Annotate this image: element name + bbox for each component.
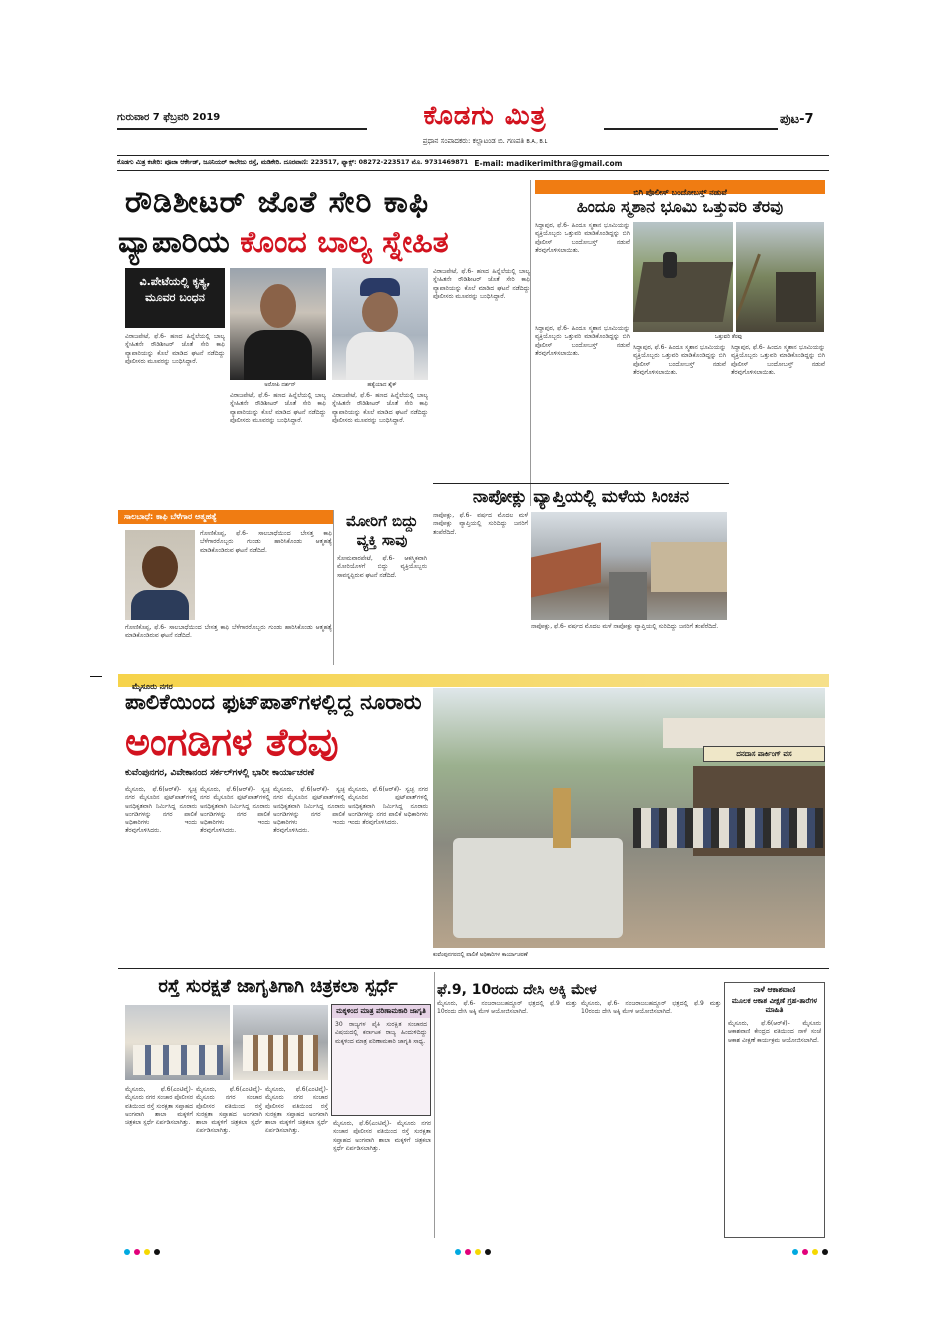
editor-name: ಪ್ರಧಾನ ಸಂಪಾದಕರು: ಕಲ್ಲಾಟಂಡ ಬಿ. ಗಣಪತಿ: [422, 137, 525, 145]
crem-caption: ಒತ್ತುವರಿ ತೆರವು: [714, 334, 743, 340]
art-inset-body: 30 ರಾಜ್ಯಗಳ ಪೈಕಿ ಸುರಕ್ಷಿತ ಸಂಚಾರದ ವಿಷಯದಲ್ಲಿ ಕರ್ನಾಟಕ ರಾಜ್ಯ ಹಿಂದುಳಿದಿದ್ದು ಮಕ್ಕಳಿಂದ ಮಾತ್ರ ಪರಿಣಾಮಕಾರಿ ಜಾಗೃತಿ ಸಾಧ್ಯ.: [335, 1021, 427, 1045]
lead-col-rule: [530, 180, 531, 506]
suicide-body-b: ಗೋಣಿಕೊಪ್ಪ, ಫೆ.6- ಸಾಲಬಾಧೆಯಿಂದ ಬೇಸತ್ತ ಕಾಫಿ ಬೆಳೆಗಾರರೊಬ್ಬರು ಗುಂಡು ಹಾರಿಸಿಕೊಂಡು ಆತ್ಮಹತ್ಯೆ ಮಾಡಿಕೊಂಡಿರುವ ಘಟನೆ ನಡೆದಿದೆ.: [125, 624, 332, 640]
art-col-rule: [434, 972, 435, 1238]
contact-email: E-mail: madikerimithra@gmail.com: [474, 158, 623, 168]
lead-headline-line2: [118, 225, 538, 260]
fall-headline: ಮೋರಿಗೆ ಬಿದ್ದು ವ್ಯಕ್ತಿ ಸಾವು: [346, 512, 418, 549]
mysuru-body-col4: ಮೈಸೂರು, ಫೆ.6(ಆರ್‌ಕೆ)- ಸ್ವಚ್ಛ ನಗರ ಮೈಸೂರಿನ ಫುಟ್‌ಪಾತ್‌ಗಳಲ್ಲಿ ಅನಧಿಕೃತವಾಗಿ ನಿರ್ಮಿಸಿದ್ದ ನೂರಾರು ಅಂಗಡಿಗಳನ್ನು ನಗರ ಪಾಲಿಕೆ ಅಧಿಕಾರಿಗಳು ಇಂದು ತೆರವುಗೊಳಿಸಿದರು.: [348, 786, 428, 827]
caption-victim: ಹತ್ಯೆಯಾದ ಶೈಕ್: [367, 382, 397, 388]
rice-body-col1: ಮೈಸೂರು, ಫೆ.6- ನಂಜರಾಜಬಹದ್ದೂರ್ ಛತ್ರದಲ್ಲಿ ಫೆ.9 ಮತ್ತು 10ರಂದು ದೇಸಿ ಅಕ್ಕಿ ಮೇಳ ಆಯೋಜಿಸಲಾಗಿದೆ.: [437, 1000, 577, 1016]
rain-body-col2: ನಾಪೋಕ್ಲು, ಫೆ.6- ವರ್ಷದ ಮೊದಲ ಮಳೆ ನಾಪೋಕ್ಲು ವ್ಯಾಪ್ತಿಯಲ್ಲಿ ಸುರಿದಿದ್ದು ಜನರಿಗೆ ತಂಪೆರೆದಿದೆ.: [531, 623, 719, 630]
contact-bar: [117, 155, 829, 171]
editor-degree: B.A., B.L: [526, 139, 548, 145]
photo-accused: [230, 268, 326, 380]
mysuru-headline-line2: ಅಂಗಡಿಗಳ ತೆರವು: [125, 720, 339, 764]
crem-kicker-bar: [535, 180, 825, 197]
crem-body-col1: ಸಿದ್ದಾಪುರ, ಫೆ.6- ಹಿಂದೂ ಸ್ಮಶಾನ ಭೂಮಿಯನ್ನು ವ್ಯಕ್ತಿಯೊಬ್ಬರು ಒತ್ತುವರಿ ಮಾಡಿಕೊಂಡಿದ್ದನ್ನು ಬಿಗಿ ಪೊಲೀಸ್ ಬಂದೋಬಸ್ತ್ ನಡುವೆ ತೆರವುಗೊಳಿಸಲಾಯಿತು.: [535, 222, 630, 254]
shop-sign-text: ದನದಾಸ ಪಾರ್ಕಿಂಗ್ ವಸ: [736, 750, 792, 758]
crem-kicker: ಬಿಗಿ ಪೊಲೀಸ್ ಬಂದೋಬಸ್ತ್ ನಡುವೆ: [633, 188, 727, 197]
photo-victim: [332, 268, 428, 380]
rain-top-rule: [433, 483, 729, 484]
page-number: ಪುಟ-7: [780, 112, 814, 127]
lead-body-col3: ವಿರಾಜಪೇಟೆ, ಫೆ.6- ಹಣದ ಹಿನ್ನೆಲೆಯಲ್ಲಿ ಬಾಲ್ಯ ಸ್ನೇಹಿತನೇ ರೌಡಿಶೀಟರ್ ಜೊತೆ ಸೇರಿ ಕಾಫಿ ವ್ಯಾಪಾರಿಯನ್ನು ಕೊಲೆ ಮಾಡಿದ ಘಟನೆ ನಡೆದಿದ್ದು ಪೊಲೀಸರು ಮೂವರನ್ನು ಬಂಧಿಸಿದ್ದಾರೆ.: [332, 392, 428, 424]
contact-text: ಕೊಡಗು ಮಿತ್ರ ಕಚೇರಿ: ಪೂಜಾ ಆರ್ಕೇಡ್, ಜೂನಿಯರ್ ಕಾಲೇಜು ರಸ್ತೆ, ಮಡಿಕೇರಿ. ದೂರವಾಣಿ: 223517, ಫ್ಯಾಕ್ಸ್: 08272-223517 ಮೊ. 9731469871: [117, 159, 469, 166]
photo-rain-street: [531, 512, 727, 620]
color-marks-right: [792, 1249, 828, 1255]
photo-art-right: [233, 1005, 328, 1080]
header-rule-right: [604, 128, 778, 130]
suicide-strap: [118, 510, 333, 524]
fall-body: ಸೋಮವಾರಪೇಟೆ, ಫೆ.6- ಆಕಸ್ಮಿಕವಾಗಿ ಮೋರಿಯೊಳಗೆ ಬಿದ್ದು ವ್ಯಕ್ತಿಯೊಬ್ಬರು ಸಾವನ್ನಪ್ಪಿರುವ ಘಟನೆ ನಡೆದಿದೆ.: [337, 555, 427, 579]
art-body-col1: ಮೈಸೂರು, ಫೆ.6(ಎಂಟಿವೈ)- ಮೈಸೂರು ನಗರ ಸಂಚಾರ ಪೊಲೀಸರ ವತಿಯಿಂದ ರಸ್ತೆ ಸುರಕ್ಷತಾ ಸಪ್ತಾಹದ ಅಂಗವಾಗಿ ಶಾಲಾ ಮಕ್ಕಳಿಗೆ ಚಿತ್ರಕಲಾ ಸ್ಪರ್ಧೆ ಏರ್ಪಡಿಸಲಾಗಿತ್ತು.: [125, 1086, 193, 1127]
fold-mark: [90, 676, 102, 677]
art-body-col4: ಮೈಸೂರು, ಫೆ.6(ಎಂಟಿವೈ)- ಮೈಸೂರು ನಗರ ಸಂಚಾರ ಪೊಲೀಸರ ವತಿಯಿಂದ ರಸ್ತೆ ಸುರಕ್ಷತಾ ಸಪ್ತಾಹದ ಅಂಗವಾಗಿ ಶಾಲಾ ಮಕ್ಕಳಿಗೆ ಚಿತ್ರಕಲಾ ಸ್ಪರ್ಧೆ ಏರ್ಪಡಿಸಲಾಗಿತ್ತು.: [333, 1120, 431, 1152]
art-inset-title: ಮಕ್ಕಳಿಂದ ಮಾತ್ರ ಪರಿಣಾಮಕಾರಿ ಜಾಗೃತಿ: [332, 1005, 430, 1018]
mysuru-body-col3: ಮೈಸೂರು, ಫೆ.6(ಆರ್‌ಕೆ)- ಸ್ವಚ್ಛ ನಗರ ಮೈಸೂರಿನ ಫುಟ್‌ಪಾತ್‌ಗಳಲ್ಲಿ ಅನಧಿಕೃತವಾಗಿ ನಿರ್ಮಿಸಿದ್ದ ನೂರಾರು ಅಂಗಡಿಗಳನ್ನು ನಗರ ಪಾಲಿಕೆ ಅಧಿಕಾರಿಗಳು ಇಂದು ತೆರವುಗೊಳಿಸಿದರು.: [273, 786, 345, 835]
art-body-col3: ಮೈಸೂರು, ಫೆ.6(ಎಂಟಿವೈ)- ಮೈಸೂರು ನಗರ ಸಂಚಾರ ಪೊಲೀಸರ ವತಿಯಿಂದ ರಸ್ತೆ ಸುರಕ್ಷತಾ ಸಪ್ತಾಹದ ಅಂಗವಾಗಿ ಶಾಲಾ ಮಕ್ಕಳಿಗೆ ಚಿತ್ರಕಲಾ ಸ್ಪರ್ಧೆ ಏರ್ಪಡಿಸಲಾಗಿತ್ತು.: [265, 1086, 328, 1135]
caption-accused: ಅರೋಪಿ ದರ್ಶನ್: [264, 382, 296, 388]
lead-body-col1: ವಿರಾಜಪೇಟೆ, ಫೆ.6- ಹಣದ ಹಿನ್ನೆಲೆಯಲ್ಲಿ ಬಾಲ್ಯ ಸ್ನೇಹಿತನೇ ರೌಡಿಶೀಟರ್ ಜೊತೆ ಸೇರಿ ಕಾಫಿ ವ್ಯಾಪಾರಿಯನ್ನು ಕೊಲೆ ಮಾಡಿದ ಘಟನೆ ನಡೆದಿದ್ದು ಪೊಲೀಸರು ಮೂವರನ್ನು ಬಂಧಿಸಿದ್ದಾರೆ.: [125, 333, 225, 365]
masthead-logo-text: ಕೊಡಗು ಮಿತ್ರ: [423, 101, 547, 131]
photo-art-left: [125, 1005, 230, 1080]
mysuru-body-col2: ಮೈಸೂರು, ಫೆ.6(ಆರ್‌ಕೆ)- ಸ್ವಚ್ಛ ನಗರ ಮೈಸೂರಿನ ಫುಟ್‌ಪಾತ್‌ಗಳಲ್ಲಿ ಅನಧಿಕೃತವಾಗಿ ನಿರ್ಮಿಸಿದ್ದ ನೂರಾರು ಅಂಗಡಿಗಳನ್ನು ನಗರ ಪಾಲಿಕೆ ಅಧಿಕಾರಿಗಳು ಇಂದು ತೆರವುಗೊಳಿಸಿದರು.: [200, 786, 270, 835]
crem-headline: ಹಿಂದೂ ಸ್ಮಶಾನ ಭೂಮಿ ಒತ್ತುವರಿ ತೆರವು: [576, 197, 784, 216]
art-body-col2: ಮೈಸೂರು, ಫೆ.6(ಎಂಟಿವೈ)- ಮೈಸೂರು ನಗರ ಸಂಚಾರ ಪೊಲೀಸರ ವತಿಯಿಂದ ರಸ್ತೆ ಸುರಕ್ಷತಾ ಸಪ್ತಾಹದ ಅಂಗವಾಗಿ ಶಾಲಾ ಮಕ್ಕಳಿಗೆ ಚಿತ್ರಕಲಾ ಸ್ಪರ್ಧೆ ಏರ್ಪಡಿಸಲಾಗಿತ್ತು.: [196, 1086, 262, 1135]
fall-col-rule: [333, 510, 334, 665]
photo-crematorium-right: [736, 222, 824, 332]
lead-headline-line1: ರೌಡಿಶೀಟರ್ ಜೊತೆ ಸೇರಿ ಕಾಫಿ: [125, 185, 430, 220]
color-marks-left: [124, 1249, 160, 1255]
mysuru-section-band: [118, 674, 829, 691]
shop-sign: [703, 746, 825, 762]
header-date: ಗುರುವಾರ 7 ಫೆಬ್ರವರಿ 2019: [117, 112, 221, 123]
radio-body: ಮೈಸೂರು, ಫೆ.6(ಆರ್‌ಕೆ)- ಮೈಸೂರು ಆಕಾಶವಾಣಿ ಕೇಂದ್ರದ ವತಿಯಿಂದ ನಾಳೆ ಸಂಜೆ ಆಕಾಶ ವೀಕ್ಷಣೆ ಕಾರ್ಯಕ್ರಮ ಆಯೋಜಿಸಲಾಗಿದೆ.: [728, 1020, 821, 1044]
crem-body-col3: ಸಿದ್ದಾಪುರ, ಫೆ.6- ಹಿಂದೂ ಸ್ಮಶಾನ ಭೂಮಿಯನ್ನು ವ್ಯಕ್ತಿಯೊಬ್ಬರು ಒತ್ತುವರಿ ಮಾಡಿಕೊಂಡಿದ್ದನ್ನು ಬಿಗಿ ಪೊಲೀಸ್ ಬಂದೋಬಸ್ತ್ ನಡುವೆ ತೆರವುಗೊಳಿಸಲಾಯಿತು.: [633, 344, 726, 376]
mysuru-subhead: ಕುವೆಂಪುನಗರ, ವಿವೇಕಾನಂದ ಸರ್ಕಲ್‌ಗಳಲ್ಲಿ ಭಾರೀ ಕಾರ್ಯಾಚರಣೆ: [125, 768, 315, 778]
rice-body-col2: ಮೈಸೂರು, ಫೆ.6- ನಂಜರಾಜಬಹದ್ದೂರ್ ಛತ್ರದಲ್ಲಿ ಫೆ.9 ಮತ್ತು 10ರಂದು ದೇಸಿ ಅಕ್ಕಿ ಮೇಳ ಆಯೋಜಿಸಲಾಗಿದೆ.: [581, 1000, 721, 1016]
radio-box: [724, 982, 825, 1238]
mysuru-photo-caption: ಕುವೆಂಪುನಗರದಲ್ಲಿ ಪಾಲಿಕೆ ಅಧಿಕಾರಿಗಳ ಕಾರ್ಯಾಚರಣೆ: [433, 952, 528, 958]
lead-body-col4: ವಿರಾಜಪೇಟೆ, ಫೆ.6- ಹಣದ ಹಿನ್ನೆಲೆಯಲ್ಲಿ ಬಾಲ್ಯ ಸ್ನೇಹಿತನೇ ರೌಡಿಶೀಟರ್ ಜೊತೆ ಸೇರಿ ಕಾಫಿ ವ್ಯಾಪಾರಿಯನ್ನು ಕೊಲೆ ಮಾಡಿದ ಘಟನೆ ನಡೆದಿದ್ದು ಪೊಲೀಸರು ಮೂವರನ್ನು ಬಂಧಿಸಿದ್ದಾರೆ.: [433, 268, 530, 300]
lead-subhead: ವಿ.ಪೇಟೆಯಲ್ಲಿ ಕೃತ್ಯ, ಮೂವರ ಬಂಧನ: [139, 275, 211, 304]
mysuru-body-col1: ಮೈಸೂರು, ಫೆ.6(ಆರ್‌ಕೆ)- ಸ್ವಚ್ಛ ನಗರ ಮೈಸೂರಿನ ಫುಟ್‌ಪಾತ್‌ಗಳಲ್ಲಿ ಅನಧಿಕೃತವಾಗಿ ನಿರ್ಮಿಸಿದ್ದ ನೂರಾರು ಅಂಗಡಿಗಳನ್ನು ನಗರ ಪಾಲಿಕೆ ಅಧಿಕಾರಿಗಳು ಇಂದು ತೆರವುಗೊಳಿಸಿದರು.: [125, 786, 197, 835]
editor-line: [350, 137, 620, 146]
lead-headline-red: ಕೊಂದ ಬಾಲ್ಯ ಸ್ನೇಹಿತ: [240, 225, 449, 260]
radio-headline: ಮೂಲಕ ಆಕಾಶ ವೀಕ್ಷಣೆ ಗ್ರಹ-ತಾರೆಗಳ ಮಾಹಿತಿ: [731, 997, 818, 1014]
mysuru-bottom-rule: [118, 968, 829, 969]
art-inset-box: [331, 1004, 431, 1116]
suicide-strap-text: ಸಾಲಬಾಧೆ: ಕಾಫಿ ಬೆಳೆಗಾರ ಆತ್ಮಹತ್ಯೆ: [124, 512, 217, 521]
art-headline: ರಸ್ತೆ ಸುರಕ್ಷತೆ ಜಾಗೃತಿಗಾಗಿ ಚಿತ್ರಕಲಾ ಸ್ಪರ್ಧೆ: [158, 976, 398, 997]
mysuru-section-label: ಮೈಸೂರು ನಗರ: [132, 682, 173, 691]
rice-headline: ಫೆ.9, 10ರಂದು ದೇಸಿ ಅಕ್ಕಿ ಮೇಳ: [437, 982, 597, 998]
lead-headline-black: ವ್ಯಾಪಾರಿಯ: [118, 225, 230, 260]
masthead-title: [370, 101, 600, 132]
mysuru-headline-line1: ಪಾಲಿಕೆಯಿಂದ ಫುಟ್‌ಪಾತ್‌ಗಳಲ್ಲಿದ್ದ ನೂರಾರು: [125, 690, 422, 714]
photo-planter: [125, 530, 195, 620]
rain-headline: ನಾಪೋಕ್ಲು ವ್ಯಾಪ್ತಿಯಲ್ಲಿ ಮಳೆಯ ಸಿಂಚನ: [472, 487, 690, 507]
radio-kicker: ನಾಳೆ ಆಕಾಶವಾಣಿ: [753, 985, 796, 994]
color-marks-center: [455, 1249, 491, 1255]
header-rule-left: [117, 128, 367, 130]
lead-subhead-box: [125, 268, 225, 328]
crem-body-col4: ಸಿದ್ದಾಪುರ, ಫೆ.6- ಹಿಂದೂ ಸ್ಮಶಾನ ಭೂಮಿಯನ್ನು ವ್ಯಕ್ತಿಯೊಬ್ಬರು ಒತ್ತುವರಿ ಮಾಡಿಕೊಂಡಿದ್ದನ್ನು ಬಿಗಿ ಪೊಲೀಸ್ ಬಂದೋಬಸ್ತ್ ನಡುವೆ ತೆರವುಗೊಳಿಸಲಾಯಿತು.: [731, 344, 825, 376]
photo-footpath-clearance: [433, 688, 825, 948]
photo-crematorium-left: [633, 222, 733, 332]
lead-body-col2: ವಿರಾಜಪೇಟೆ, ಫೆ.6- ಹಣದ ಹಿನ್ನೆಲೆಯಲ್ಲಿ ಬಾಲ್ಯ ಸ್ನೇಹಿತನೇ ರೌಡಿಶೀಟರ್ ಜೊತೆ ಸೇರಿ ಕಾಫಿ ವ್ಯಾಪಾರಿಯನ್ನು ಕೊಲೆ ಮಾಡಿದ ಘಟನೆ ನಡೆದಿದ್ದು ಪೊಲೀಸರು ಮೂವರನ್ನು ಬಂಧಿಸಿದ್ದಾರೆ.: [230, 392, 326, 424]
crem-body-col2: ಸಿದ್ದಾಪುರ, ಫೆ.6- ಹಿಂದೂ ಸ್ಮಶಾನ ಭೂಮಿಯನ್ನು ವ್ಯಕ್ತಿಯೊಬ್ಬರು ಒತ್ತುವರಿ ಮಾಡಿಕೊಂಡಿದ್ದನ್ನು ಬಿಗಿ ಪೊಲೀಸ್ ಬಂದೋಬಸ್ತ್ ನಡುವೆ ತೆರವುಗೊಳಿಸಲಾಯಿತು.: [535, 325, 630, 357]
suicide-body-a: ಗೋಣಿಕೊಪ್ಪ, ಫೆ.6- ಸಾಲಬಾಧೆಯಿಂದ ಬೇಸತ್ತ ಕಾಫಿ ಬೆಳೆಗಾರರೊಬ್ಬರು ಗುಂಡು ಹಾರಿಸಿಕೊಂಡು ಆತ್ಮಹತ್ಯೆ ಮಾಡಿಕೊಂಡಿರುವ ಘಟನೆ ನಡೆದಿದೆ.: [200, 530, 332, 554]
rain-body-col1: ನಾಪೋಕ್ಲು, ಫೆ.6- ವರ್ಷದ ಮೊದಲ ಮಳೆ ನಾಪೋಕ್ಲು ವ್ಯಾಪ್ತಿಯಲ್ಲಿ ಸುರಿದಿದ್ದು ಜನರಿಗೆ ತಂಪೆರೆದಿದೆ.: [433, 512, 528, 536]
